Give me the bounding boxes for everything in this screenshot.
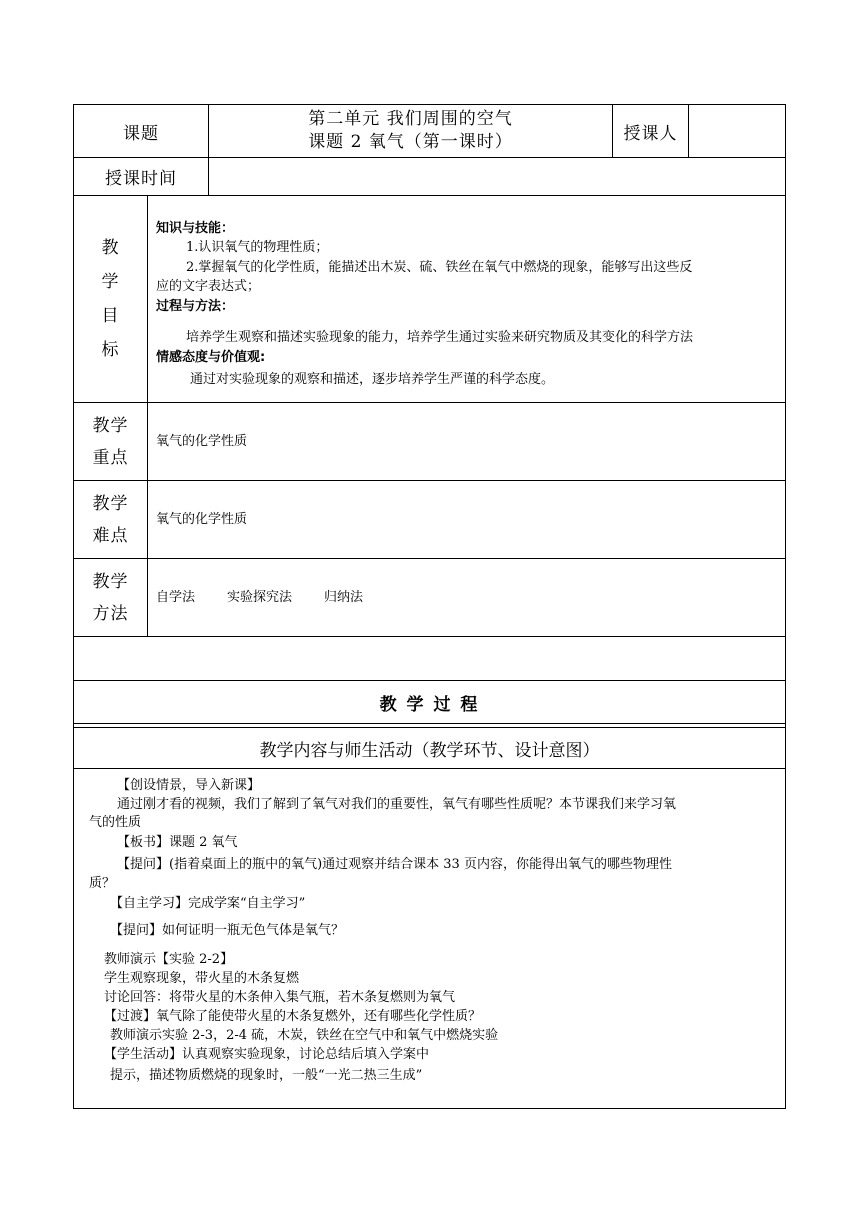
content-line: 【创设情景，导入新课】 xyxy=(117,778,261,793)
content-heading: 教学内容与师生活动（教学环节、设计意图） xyxy=(259,740,600,761)
content-line: 气的性质 xyxy=(89,815,142,830)
content-line: 质？ xyxy=(89,876,116,891)
method-label xyxy=(74,559,147,636)
content-line: 【自主学习】完成学案“自主学习” xyxy=(110,896,306,911)
method-label-1: 教学 xyxy=(92,571,129,592)
method-label-2: 方法 xyxy=(92,603,129,624)
difficulty-label-1: 教学 xyxy=(92,493,129,514)
table-border-bottom xyxy=(73,1108,786,1109)
content-line: 【学生活动】认真观察实验现象，讨论总结后填入学案中 xyxy=(104,1047,430,1062)
content-line: 学生观察现象，带火星的木条复燃 xyxy=(104,971,300,986)
content-line: 【板书】课题 2 氧气 xyxy=(117,835,238,850)
emotion-title: 情感态度与价值观: xyxy=(156,350,266,365)
method-item: 自学法 xyxy=(156,590,196,605)
objectives-label-char: 学 xyxy=(101,272,120,292)
time-label: 授课时间 xyxy=(105,169,177,189)
content-line: 【提问】如何证明一瓶无色气体是氧气？ xyxy=(110,923,345,938)
key-point-label xyxy=(74,403,147,480)
method-values xyxy=(156,559,776,636)
knowledge-title: 知识与技能： xyxy=(156,221,235,236)
knowledge-item-1: 1.认识氧气的物理性质； xyxy=(186,240,329,255)
content-line: 提示，描述物质燃烧的现象时，一般“一光二热三生成” xyxy=(110,1068,423,1083)
content-line: 教师演示实验 2-3，2-4 硫，木炭，铁丝在空气中和氧气中燃烧实验 xyxy=(110,1028,499,1043)
difficulty-value: 氧气的化学性质 xyxy=(156,512,248,527)
teacher-label: 授课人 xyxy=(623,123,678,144)
lesson-title-line2: 课题 2 氧气（第一课时） xyxy=(308,132,513,152)
row-divider xyxy=(73,768,786,769)
objectives-label xyxy=(74,196,147,402)
knowledge-item-2: 2.掌握氧气的化学性质，能描述出木炭、硫、铁丝在氧气中燃烧的现象，能够写出这些反 xyxy=(186,260,693,275)
content-line: 讨论回答：将带火星的木条伸入集气瓶，若木条复燃则为氧气 xyxy=(104,990,456,1005)
difficulty-label xyxy=(74,481,147,558)
time-value xyxy=(209,158,785,195)
key-point-value: 氧气的化学性质 xyxy=(156,434,248,449)
key-point-label-1: 教学 xyxy=(92,415,129,436)
key-point-label-2: 重点 xyxy=(92,447,129,468)
content-line: 【提问】(指着桌面上的瓶中的氧气)通过观察并结合课本 33 页内容，你能得出氧气的哪些物理性 xyxy=(117,857,672,872)
content-line: 通过刚才看的视频，我们了解到了氧气对我们的重要性，氧气有哪些性质呢？本节课我们来学习氧 xyxy=(117,797,677,812)
teacher-value xyxy=(689,105,785,157)
knowledge-item-2-cont: 应的文字表达式； xyxy=(156,279,261,294)
content-line: 教师演示【实验 2-2】 xyxy=(104,952,234,967)
process-text: 培养学生观察和描述实验现象的能力，培养学生通过实验来研究物质及其变化的科学方法 xyxy=(186,330,694,345)
column-divider xyxy=(147,195,148,636)
row-divider xyxy=(73,636,786,637)
process-title: 过程与方法： xyxy=(156,299,235,314)
difficulty-label-2: 难点 xyxy=(92,525,129,546)
table-border-right xyxy=(785,104,786,1108)
emotion-text: 通过对实验现象的观察和描述，逐步培养学生严谨的科学态度。 xyxy=(190,372,555,387)
row-divider xyxy=(73,723,786,724)
content-line: 【过渡】氧气除了能使带火星的木条复燃外，还有哪些化学性质？ xyxy=(104,1009,482,1024)
objectives-label-char: 标 xyxy=(101,340,120,360)
method-item: 归纳法 xyxy=(324,590,364,605)
objectives-label-char: 教 xyxy=(101,238,120,258)
method-item: 实验探究法 xyxy=(227,590,293,605)
topic-label: 课题 xyxy=(123,123,159,144)
process-heading: 教 学 过 程 xyxy=(379,694,480,715)
row-divider xyxy=(73,195,786,196)
lesson-title-line1: 第二单元 我们周围的空气 xyxy=(308,109,513,129)
objectives-label-char: 目 xyxy=(101,306,120,326)
lesson-title xyxy=(209,105,612,157)
